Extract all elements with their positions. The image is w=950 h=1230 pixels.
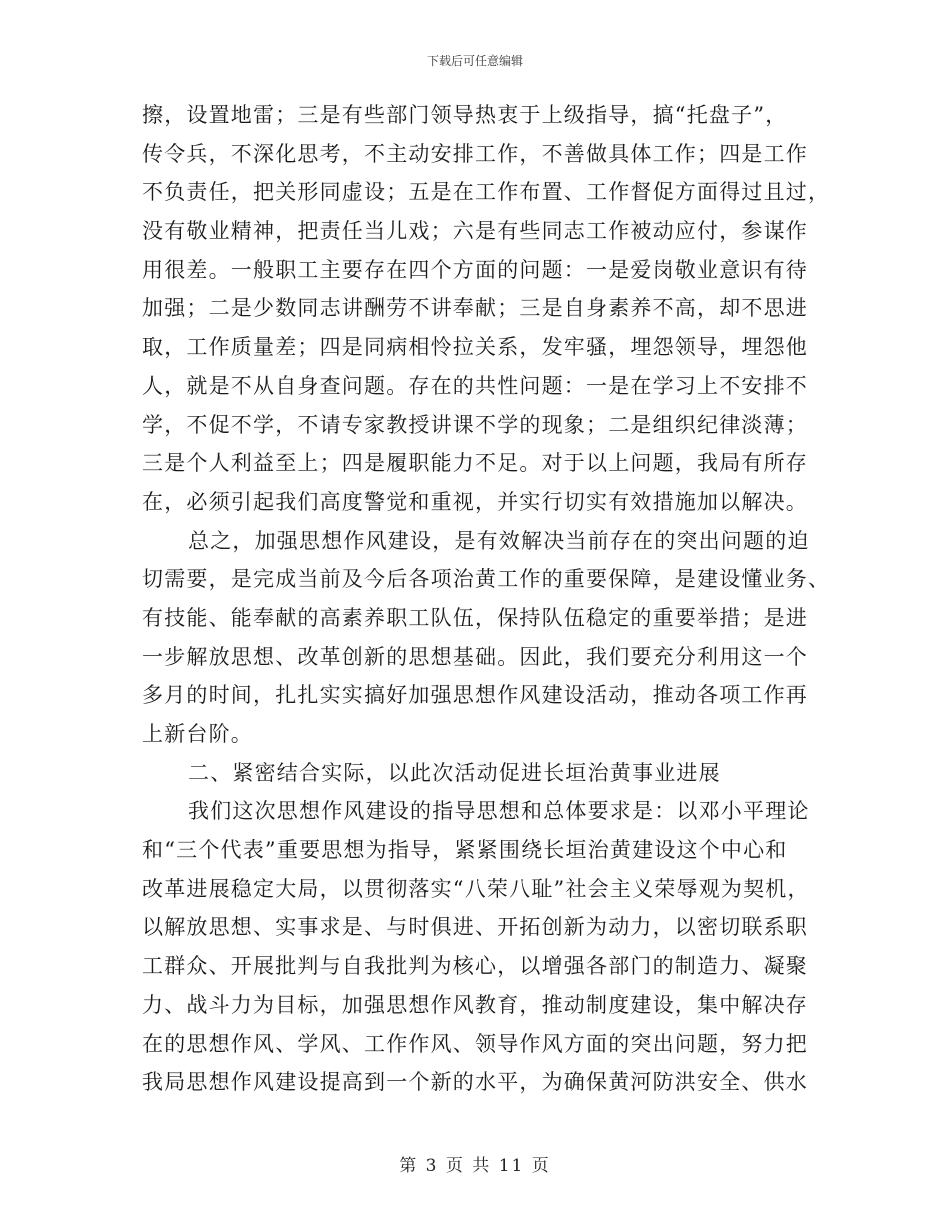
text-line: 力、战斗力为目标，加强思想作风教育，推动制度建设，集中解决存 bbox=[142, 992, 808, 1017]
page-header: 下载后可任意编辑 bbox=[426, 54, 523, 68]
text-line: 以解放思想、实事求是、与时俱进、开拓创新为动力，以密切联系职 bbox=[142, 915, 808, 940]
document-body bbox=[142, 96, 831, 1102]
text-line: 改革进展稳定大局，以贯彻落实“八荣八耻”社会主义荣辱观为契机， bbox=[142, 876, 810, 901]
text-line: 三是个人利益至上；四是履职能力不足。对于以上问题，我局有所存 bbox=[142, 451, 808, 476]
text-line: 我们这次思想作风建设的指导思想和总体要求是：以邓小平理论 bbox=[188, 799, 810, 824]
text-line: 切需要，是完成当前及今后各项治黄工作的重要保障，是建设懂业务、 bbox=[142, 567, 831, 592]
text-line: 上新台阶。 bbox=[142, 722, 253, 746]
text-line: 在，必须引起我们高度警觉和重视，并实行切实有效措施加以解决。 bbox=[142, 489, 808, 514]
text-line: 总之，加强思想作风建设，是有效解决当前存在的突出问题的迫 bbox=[188, 528, 810, 553]
text-line: 一步解放思想、改革创新的思想基础。因此，我们要充分利用这一个 bbox=[142, 644, 808, 669]
text-line: 我局思想作风建设提高到一个新的水平，为确保黄河防洪安全、供水 bbox=[142, 1070, 808, 1095]
text-line: 传令兵，不深化思考，不主动安排工作，不善做具体工作；四是工作 bbox=[142, 141, 808, 166]
text-line: 和“三个代表”重要思想为指导，紧紧围绕长垣治黄建设这个中心和 bbox=[142, 838, 788, 863]
text-line: 有技能、能奉献的高素养职工队伍，保持队伍稳定的重要举措；是进 bbox=[142, 605, 808, 630]
text-line: 没有敬业精神，把责任当儿戏；六是有些同志工作被动应付，参谋作 bbox=[142, 219, 808, 244]
text-line: 多月的时间，扎扎实实搞好加强思想作风建设活动，推动各项工作再 bbox=[142, 683, 808, 708]
text-line: 擦，设置地雷；三是有些部门领导热衷于上级指导，搞“托盘子”， bbox=[142, 103, 788, 127]
text-line: 工群众、开展批判与自我批判为核心，以增强各部门的制造力、凝聚 bbox=[142, 954, 808, 979]
text-line: 二、紧密结合实际，以此次活动促进长垣治黄事业进展 bbox=[188, 760, 721, 785]
text-line: 人，就是不从自身查问题。存在的共性问题：一是在学习上不安排不 bbox=[142, 373, 808, 398]
text-line: 用很差。一般职工主要存在四个方面的问题：一是爱岗敬业意识有待 bbox=[142, 257, 808, 282]
text-line: 学，不促不学，不请专家教授讲课不学的现象；二是组织纪律淡薄； bbox=[142, 412, 808, 437]
page-number: 第 3 页 共 11 页 bbox=[399, 1156, 551, 1176]
text-line: 不负责任，把关形同虚设；五是在工作布置、工作督促方面得过且过， bbox=[142, 180, 831, 205]
text-line: 在的思想作风、学风、工作作风、领导作风方面的突出问题，努力把 bbox=[142, 1031, 808, 1056]
text-line: 加强；二是少数同志讲酬劳不讲奉献；三是自身素养不高，却不思进 bbox=[142, 296, 808, 321]
text-line: 取，工作质量差；四是同病相怜拉关系，发牢骚，埋怨领导，埋怨他 bbox=[142, 335, 808, 360]
